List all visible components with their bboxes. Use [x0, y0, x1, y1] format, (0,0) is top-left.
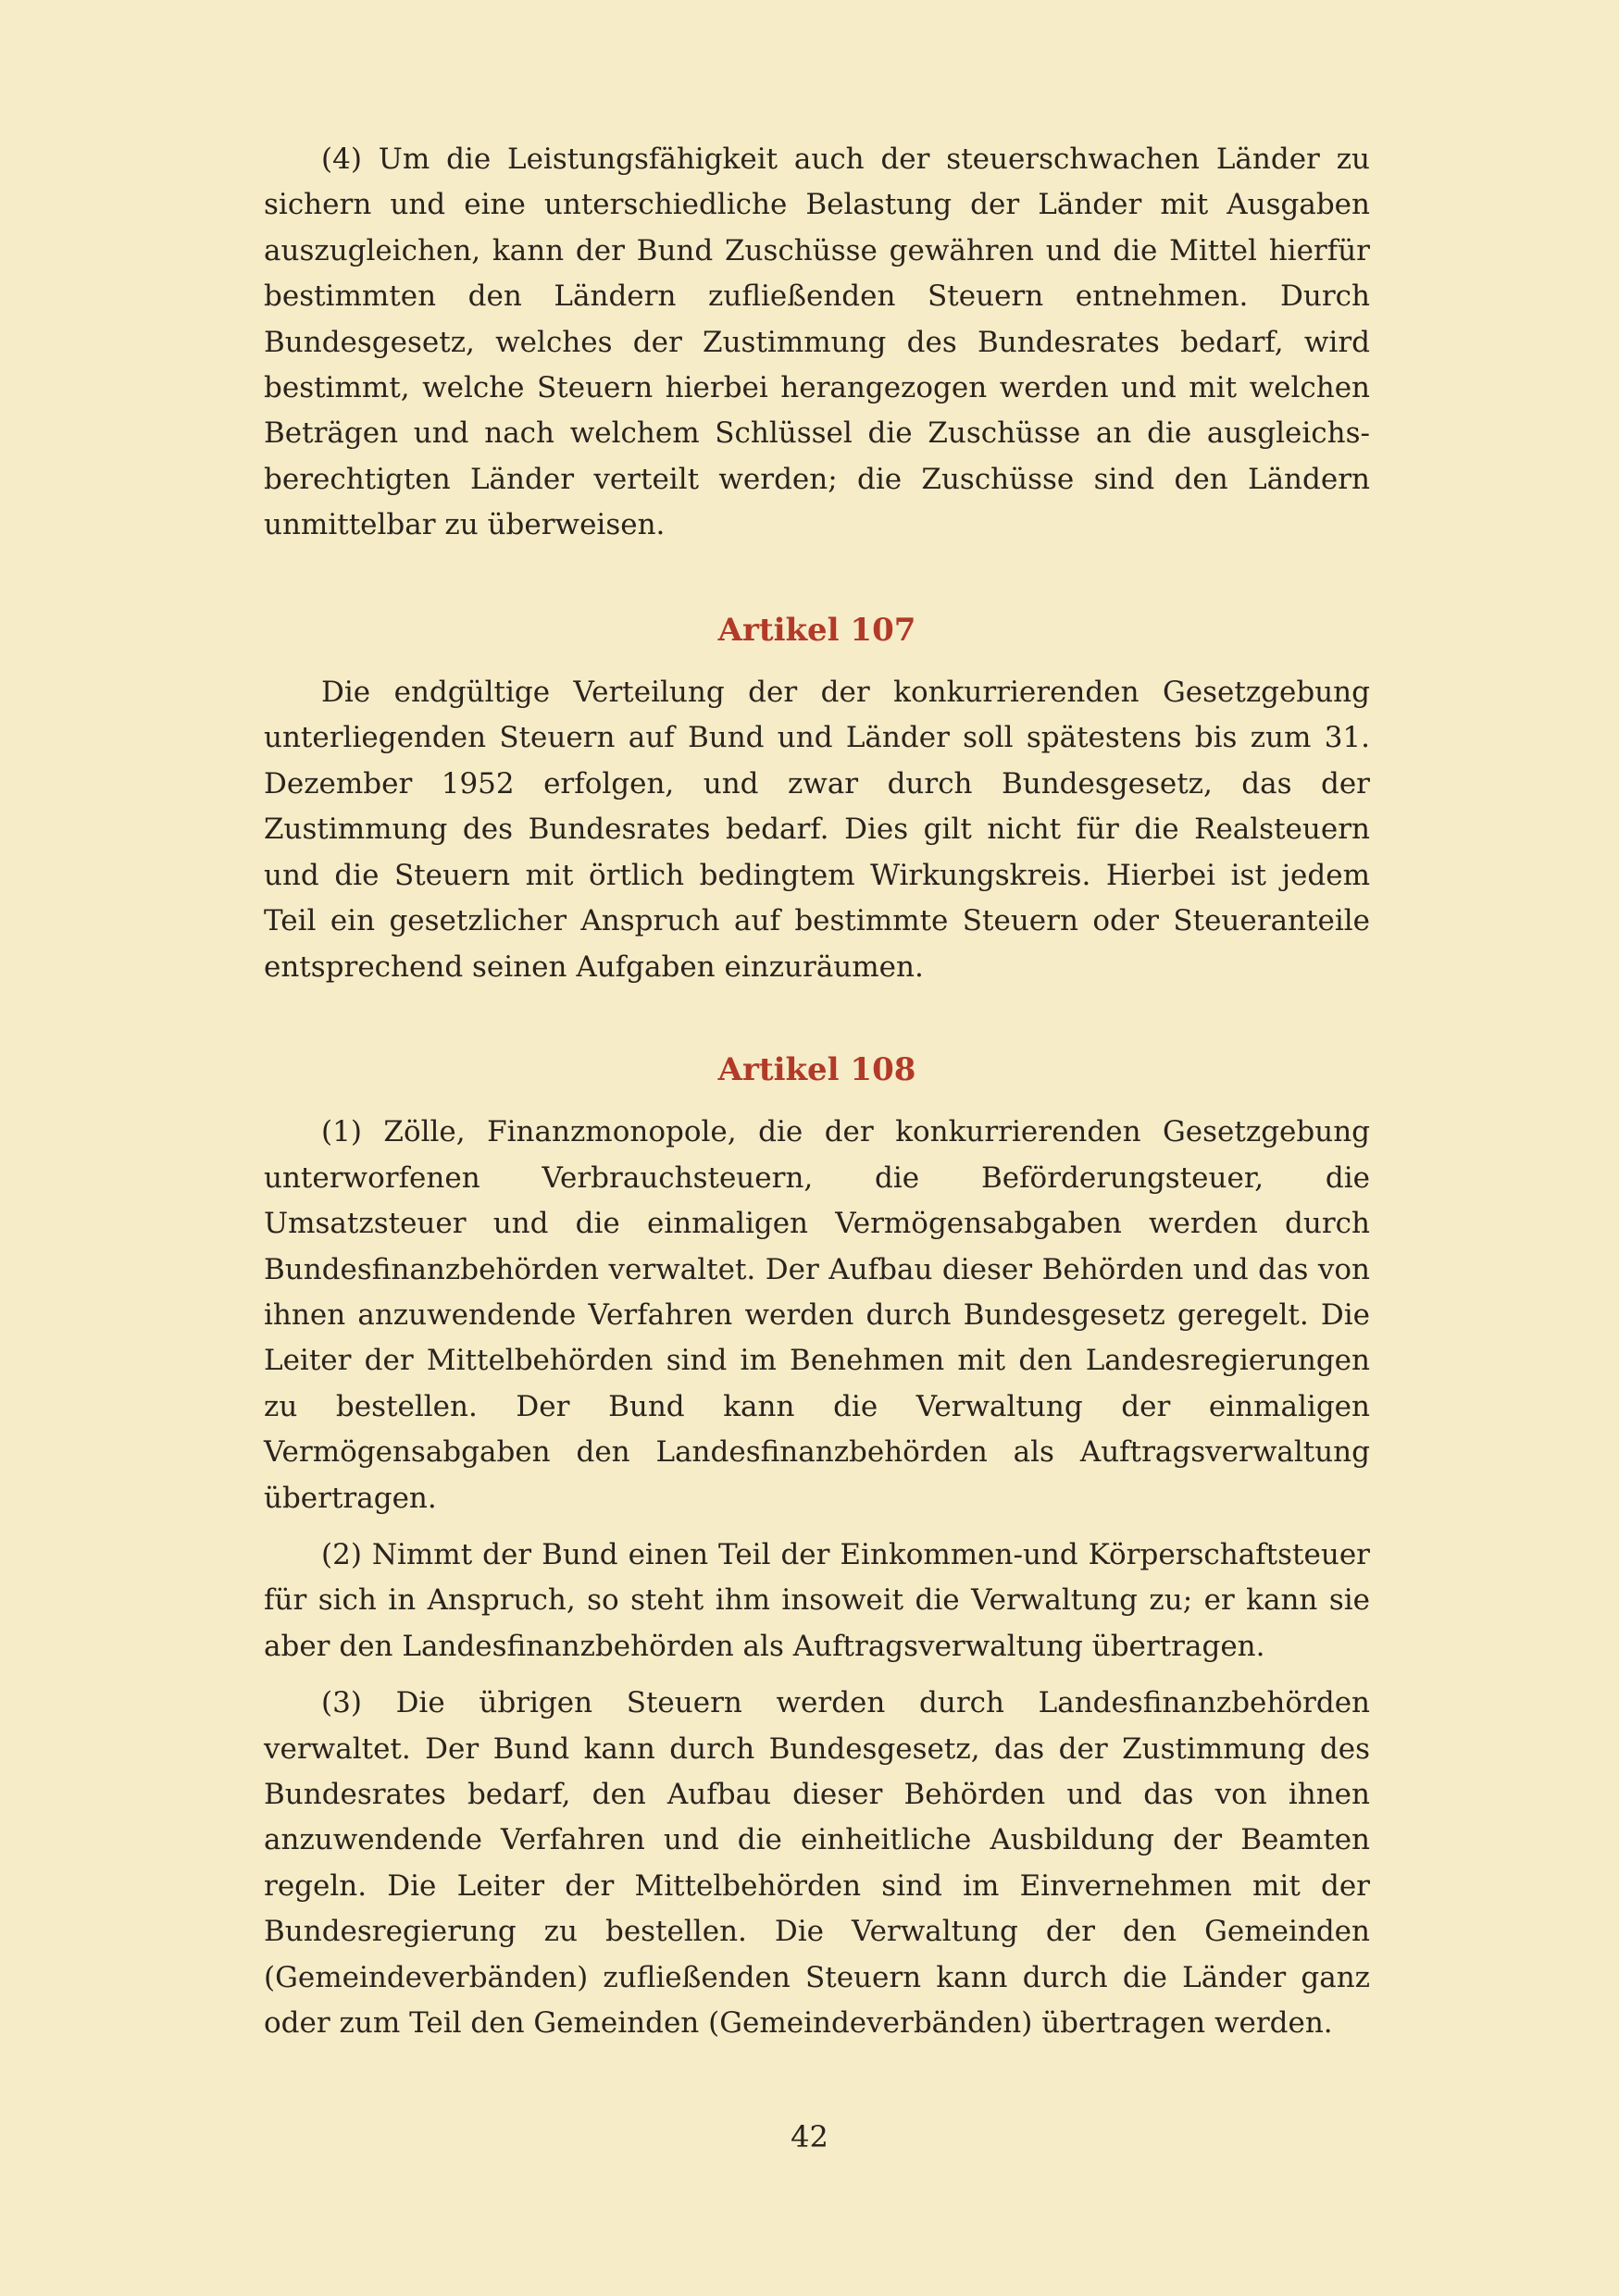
article-108-heading: Artikel 108: [717, 1050, 916, 1088]
article-107-text: Die endgültige Verteilung der der konkurrierenden Gesetzgebung unterliegenden Steuern auf Bund und Länder soll spätestens bis zum 31. Dezember 1952 erfolgen, und zwar durch Bundesgesetz, das der Zustimmung des Bundesrates bedarf. Dies gilt nicht für die Realsteuern und die Steuern mit örtlich bedingtem Wirkungskreis. Hierbei ist jedem Teil ein gesetzlicher Anspruch auf bestimmte Steuern oder Steueranteile entsprechend seinen Aufgaben einzuräumen.: [264, 676, 1370, 984]
page-body: [264, 137, 1370, 2046]
page-number: 42: [791, 2119, 828, 2154]
article-107-heading: Artikel 107: [717, 611, 916, 649]
article-106-paragraph-4: (4) Um die Leistungsfähigkeit auch der steuerschwachen Länder zu sichern und eine unterschiedliche Belastung der Länder mit Ausgaben auszugleichen, kann der Bund Zuschüsse gewähren und die Mittel hierfür bestimmten den Ländern zufließenden Steuern entnehmen. Durch Bundesgesetz, welches der Zustimmung des Bundesrates bedarf, wird bestimmt, welche Steuern hierbei herangezogen werden und mit welchen Beträgen und nach welchem Schlüssel die Zuschüsse an die ausgleichsberechtigten Länder verteilt werden; die Zuschüsse sind den Ländern unmittelbar zu überweisen.: [264, 143, 1370, 542]
article-108-paragraph-1: (1) Zölle, Finanzmonopole, die der konkurrierenden Gesetzgebung unterworfenen Verbrauchsteuern, die Beförderungsteuer, die Umsatzsteuer und die einmaligen Vermögensabgaben werden durch Bundesfinanzbehörden verwaltet. Der Aufbau dieser Behörden und das von ihnen anzuwendende Verfahren werden durch Bundesgesetz geregelt. Die Leiter der Mittelbehörden sind im Benehmen mit den Landesregierungen zu bestellen. Der Bund kann die Verwaltung der einmaligen Vermögensabgaben den Landesfinanzbehörden als Auftragsverwaltung übertragen.: [264, 1115, 1370, 1515]
article-108-paragraph-2: (2) Nimmt der Bund einen Teil der Einkommen-und Körperschaftsteuer für sich in Anspruch, so steht ihm insoweit die Verwaltung zu; er kann sie aber den Landesfinanzbehörden als Auftragsverwaltung übertragen.: [264, 1537, 1370, 1663]
article-108-paragraph-3: (3) Die übrigen Steuern werden durch Landesfinanzbehörden verwaltet. Der Bund kann durch Bundesgesetz, das der Zustimmung des Bundesrates bedarf, den Aufbau dieser Behörden und das von ihnen anzuwendende Verfahren und die einheitliche Ausbildung der Beamten regeln. Die Leiter der Mittelbehörden sind im Einvernehmen mit der Bundesregierung zu bestellen. Die Verwaltung der den Gemeinden (Gemeindeverbänden) zufließenden Steuern kann durch die Länder ganz oder zum Teil den Gemeinden (Gemeindeverbänden) übertragen werden.: [264, 1686, 1370, 2041]
